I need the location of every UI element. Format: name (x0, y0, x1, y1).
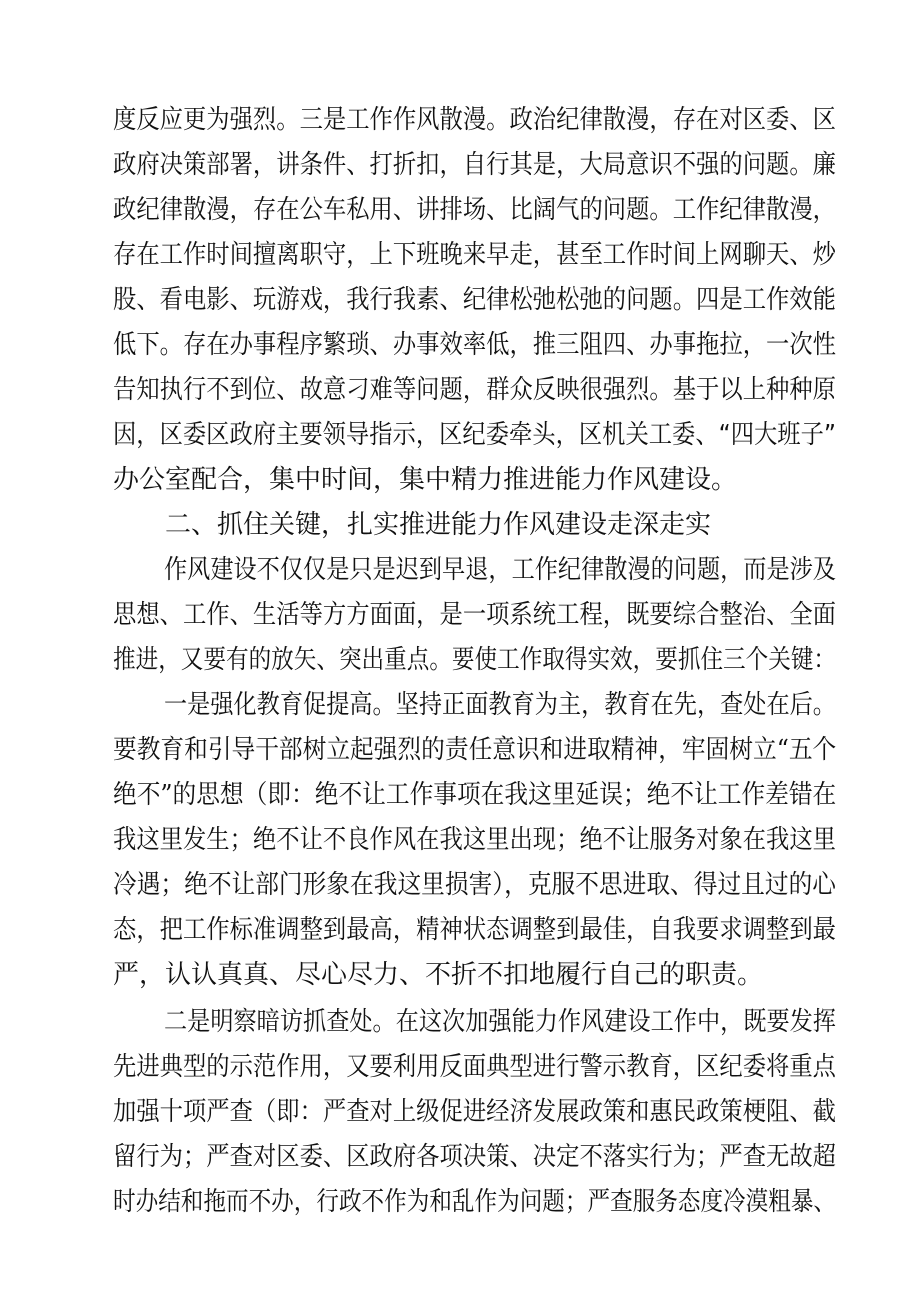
text-line: 二是明察暗访抓查处。在这次加强能力作风建设工作中，既要发挥 (164, 1007, 836, 1037)
text-line: 度反应更为强烈。三是工作作风散漫。政治纪律散漫，存在对区委、区 (113, 105, 836, 135)
heading-text: 二、抓住关键，扎实推进能力作风建设走深走实 (165, 510, 712, 540)
text-line: 要教育和引导干部树立起强烈的责任意识和进取精神，牢固树立“五个 (113, 735, 837, 765)
text-line: 加强十项严查（即：严查对上级促进经济发展政策和惠民政策梗阻、截 (113, 1097, 836, 1127)
text-line: 留行为；严查对区委、区政府各项决策、决定不落实行为；严查无故超 (113, 1142, 836, 1172)
text-line: 低下。存在办事程序繁琐、办事效率低，推三阻四、办事拖拉，一次性 (113, 330, 836, 360)
text-line: 思想、工作、生活等方方面面，是一项系统工程，既要综合整治、全面 (113, 600, 836, 630)
text-line: 政府决策部署，讲条件、打折扣，自行其是，大局意识不强的问题。廉 (113, 150, 836, 180)
text-line: 一是强化教育促提高。坚持正面教育为主，教育在先，查处在后。 (164, 690, 836, 720)
text-line: 我这里发生；绝不让不良作风在我这里出现；绝不让服务对象在我这里 (113, 825, 836, 855)
text-line: 态，把工作标准调整到最高，精神状态调整到最佳，自我要求调整到最 (113, 915, 836, 945)
text-line: 严，认认真真、尽心尽力、不折不扣地履行自己的职责。 (113, 960, 764, 990)
text-line: 推进，又要有的放矢、突出重点。要使工作取得实效，要抓住三个关键： (113, 645, 837, 675)
text-line: 政纪律散漫，存在公车私用、讲排场、比阔气的问题。工作纪律散漫， (113, 195, 836, 225)
text-line: 存在工作时间擅离职守，上下班晚来早走，甚至工作时间上网聊天、炒 (113, 240, 836, 270)
text-line: 办公室配合，集中时间，集中精力推进能力作风建设。 (113, 465, 738, 495)
text-line: 先进典型的示范作用，又要利用反面典型进行警示教育，区纪委将重点 (113, 1052, 836, 1082)
text-line: 告知执行不到位、故意刁难等问题，群众反映很强烈。基于以上种种原 (113, 375, 836, 405)
text-line: 绝不”的思想（即：绝不让工作事项在我这里延误；绝不让工作差错在 (113, 780, 837, 810)
text-line: 时办结和拖而不办，行政不作为和乱作为问题；严查服务态度冷漠粗暴、 (113, 1187, 837, 1217)
text-line: 冷遇；绝不让部门形象在我这里损害），克服不思进取、得过且过的心 (113, 870, 836, 900)
text-line: 因，区委区政府主要领导指示，区纪委牵头，区机关工委、“四大班子” (113, 420, 836, 450)
text-line: 作风建设不仅仅是只是迟到早退，工作纪律散漫的问题，而是涉及 (164, 555, 836, 585)
text-line: 股、看电影、玩游戏，我行我素、纪律松弛松弛的问题。四是工作效能 (113, 285, 836, 315)
